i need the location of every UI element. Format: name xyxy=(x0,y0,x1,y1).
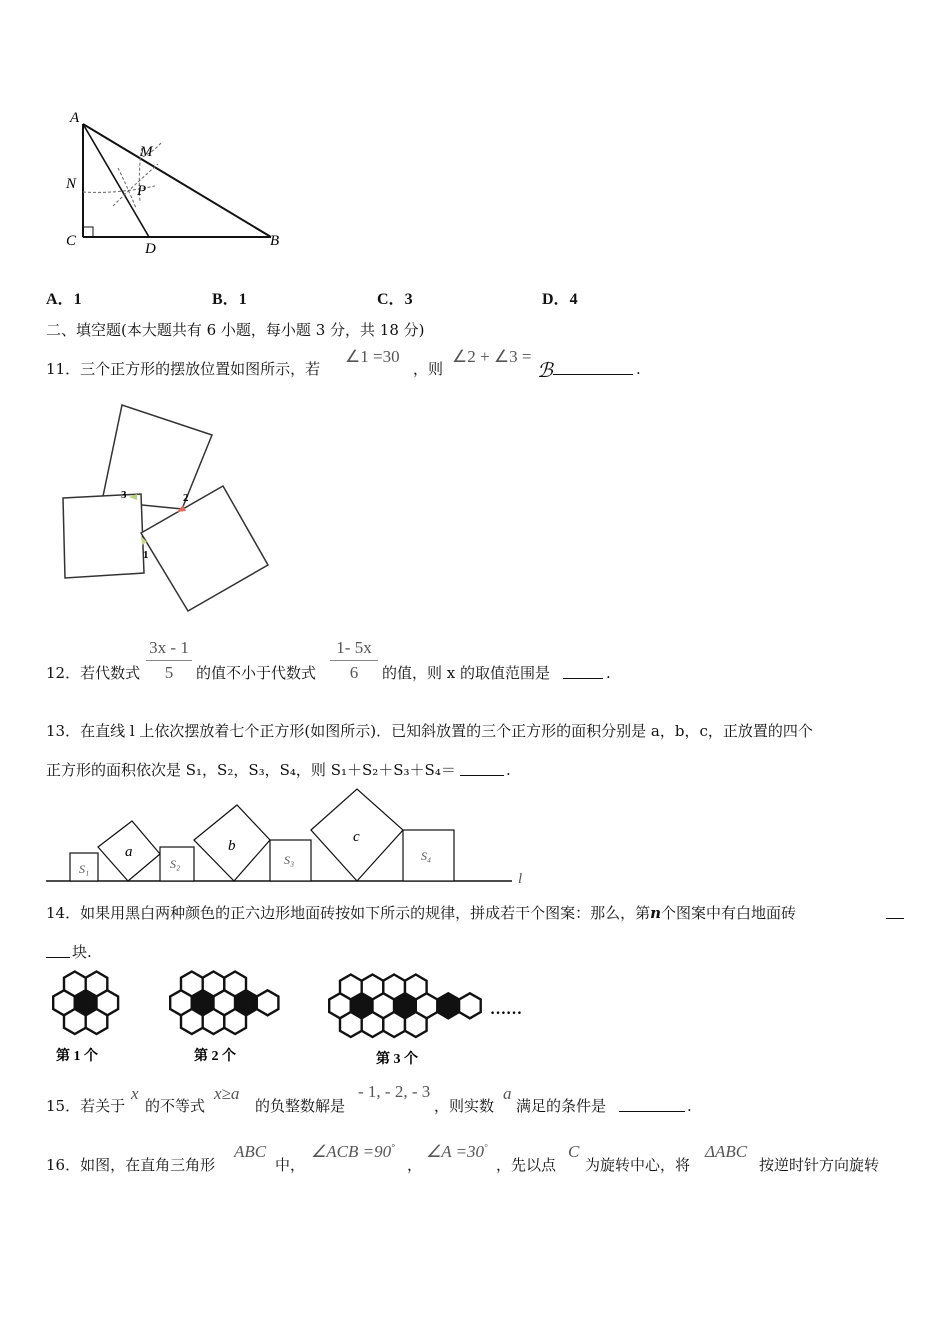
label-n: N xyxy=(66,176,77,192)
q15-a: a xyxy=(503,1084,512,1103)
q15-inequality: x≥a xyxy=(214,1084,240,1103)
q16-abc: ABC xyxy=(234,1142,267,1161)
question-12: 12．若代数式 xyxy=(46,664,141,682)
q15-end: . xyxy=(687,1097,692,1115)
q13-end: . xyxy=(506,761,511,779)
question-15: 15．若关于 xyxy=(46,1097,126,1115)
q11-angle1: ∠1 =30 xyxy=(345,347,400,366)
q15-solutions: - 1, - 2, - 3 xyxy=(358,1082,431,1101)
label-m: M xyxy=(140,144,153,160)
choice-b[interactable]: B．1 xyxy=(212,291,247,308)
q15-x: x xyxy=(131,1084,139,1103)
q12-end: . xyxy=(606,664,611,682)
seven-squares-figure xyxy=(44,785,534,890)
label-c: C xyxy=(66,233,77,249)
white-hex-tile xyxy=(203,1009,225,1034)
label-b-square: b xyxy=(228,838,236,854)
q11-glyph: ℬ xyxy=(537,360,553,382)
label-a-square: a xyxy=(125,844,133,860)
q16-in: 中， xyxy=(275,1156,306,1174)
q11-then: ，则 xyxy=(413,360,444,378)
question-14: 14．如果用黑白两种颜色的正六边形地面砖按如下所示的规律，拼成若干个图案：那么，第n个图案中有白地面砖 xyxy=(46,904,797,922)
choice-c[interactable]: C．3 xyxy=(377,291,413,308)
q16-comma: ， xyxy=(407,1156,423,1174)
q15-condition-text: 满足的条件是 xyxy=(516,1097,607,1115)
q12-answer-blank[interactable] xyxy=(563,662,603,679)
label-d: D xyxy=(145,241,156,257)
white-hex-tile xyxy=(86,1009,108,1034)
label-a: A xyxy=(70,110,80,126)
q16-angle-a: ∠A =30° xyxy=(426,1142,488,1161)
q15-answer-blank[interactable] xyxy=(619,1095,685,1112)
q14-unit: 块. xyxy=(72,943,92,961)
question-13: 13．在直线 l 上依次摆放着七个正方形(如图所示)．已知斜放置的三个正方形的面积分别是 a，b，c，正放置的四个 xyxy=(46,722,813,740)
q15-real-text: ，则实数 xyxy=(434,1097,495,1115)
q14-answer-blank-a[interactable] xyxy=(886,902,904,919)
q12-middle: 的值不小于代数式 xyxy=(196,664,317,682)
continuation-dots: …… xyxy=(490,1001,522,1018)
q14-answer-blank-b[interactable] xyxy=(46,941,70,958)
caption-3: 第 3 个 xyxy=(376,1052,418,1067)
white-hex-tile xyxy=(257,990,279,1015)
white-hex-tile xyxy=(64,1009,86,1034)
white-hex-tile xyxy=(362,1012,384,1037)
caption-2: 第 2 个 xyxy=(194,1049,236,1064)
q16-center-text: 为旋转中心，将 xyxy=(585,1156,691,1174)
q15-ineq-text: 的不等式 xyxy=(145,1097,206,1115)
label-2: 2 xyxy=(183,492,189,504)
black-hex-tile xyxy=(437,993,459,1018)
q11-angles: ∠2 + ∠3 = xyxy=(452,347,532,366)
hexagon-patterns-figure xyxy=(44,968,544,1073)
q16-rotate-text: 按逆时针方向旋转 xyxy=(759,1156,880,1174)
choice-a[interactable]: A．1 xyxy=(46,291,82,308)
q16-triangle: ΔABC xyxy=(705,1142,748,1161)
caption-1: 第 1 个 xyxy=(56,1049,98,1064)
triangle-figure xyxy=(58,108,298,258)
q15-solutions-text: 的负整数解是 xyxy=(255,1097,346,1115)
q12-tail: 的值，则 x 的取值范围是 xyxy=(382,664,550,682)
label-b: B xyxy=(270,233,280,249)
label-1: 1 xyxy=(143,549,149,561)
white-hex-tile xyxy=(459,993,481,1018)
label-s4: S₄ xyxy=(421,849,432,863)
q11-end: . xyxy=(636,360,641,378)
label-s3: S₃ xyxy=(284,853,295,867)
choice-d[interactable]: D．4 xyxy=(542,291,578,308)
q12-fraction-2: 1- 5x 6 xyxy=(330,638,378,683)
white-hex-tile xyxy=(340,1012,362,1037)
q16-c: C xyxy=(568,1142,580,1161)
q12-fraction-1: 3x - 1 5 xyxy=(146,638,192,683)
question-16: 16．如图，在直角三角形 xyxy=(46,1156,216,1174)
section-heading: 二、填空题(本大题共有 6 小题，每小题 3 分，共 18 分) xyxy=(46,321,425,339)
white-hex-tile xyxy=(383,1012,405,1037)
q13-line2: 正方形的面积依次是 S₁，S₂，S₃，S₄，则 S₁＋S₂＋S₃＋S₄＝ xyxy=(46,761,456,779)
q13-answer-blank[interactable] xyxy=(460,759,504,776)
white-hex-tile xyxy=(405,1012,427,1037)
question-11: 11．三个正方形的摆放位置如图所示，若 xyxy=(46,360,321,378)
three-squares-figure xyxy=(55,398,275,618)
q16-point-text: ，先以点 xyxy=(496,1156,557,1174)
q11-answer-blank[interactable] xyxy=(553,358,633,375)
label-l: l xyxy=(518,871,523,887)
label-s2: S₂ xyxy=(170,857,181,871)
white-hex-tile xyxy=(224,1009,246,1034)
q16-angle-acb: ∠ACB =90° xyxy=(311,1142,395,1161)
white-hex-tile xyxy=(181,1009,203,1034)
label-p: P xyxy=(137,183,147,199)
label-s1: S₁ xyxy=(79,862,90,876)
label-3: 3 xyxy=(121,489,127,501)
label-c-square: c xyxy=(353,829,360,845)
